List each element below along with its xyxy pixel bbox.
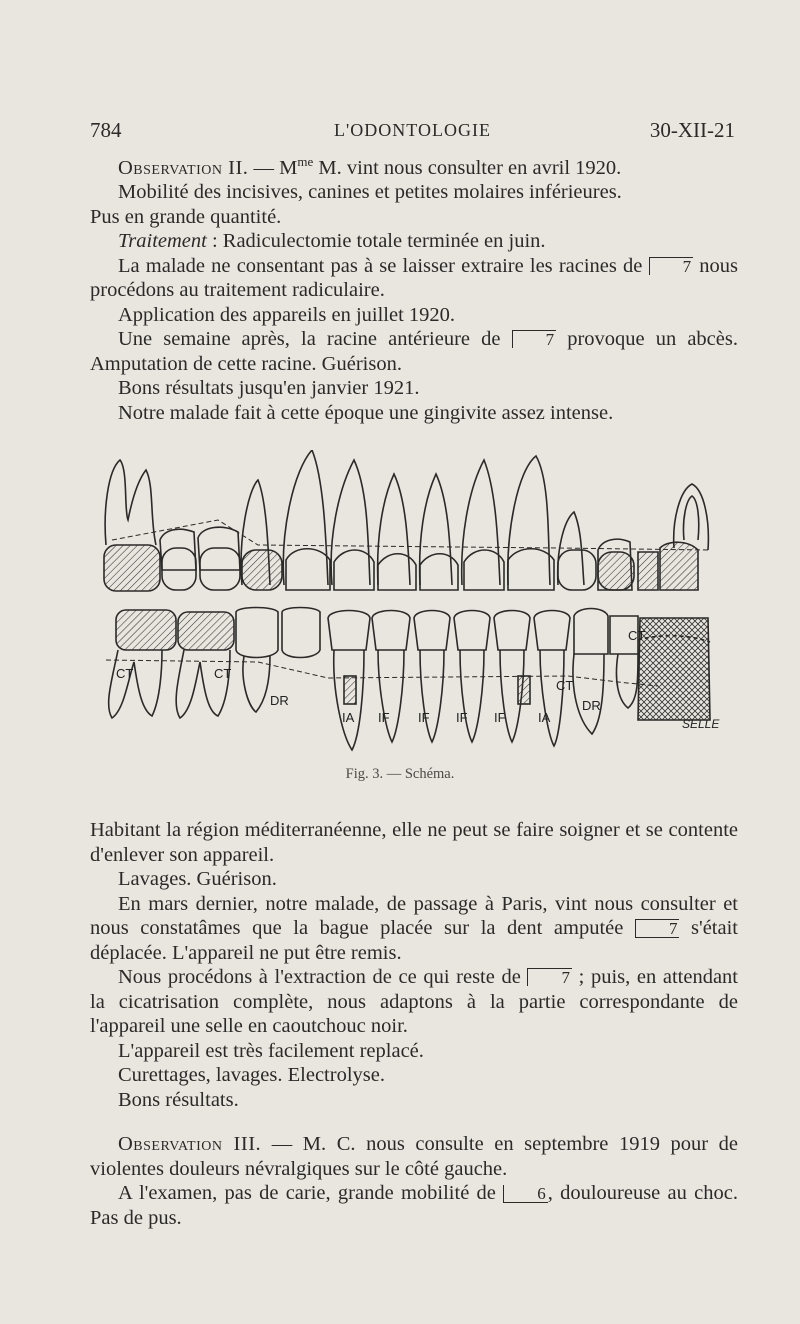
label-selle: SELLE — [682, 717, 720, 731]
label-if: IF — [378, 710, 390, 725]
observation-label: Observation II. — [118, 156, 249, 179]
paragraph: Pus en grande quantité. — [90, 205, 282, 228]
observation-label: Observation III. — [118, 1133, 262, 1155]
running-header — [90, 118, 735, 146]
paragraph: A l'examen, pas de carie, grande mobilité de 6, douloureuse au choc. Pas de pus. — [90, 1182, 739, 1229]
observation-ii-text — [90, 150, 738, 425]
paragraph: La malade ne consentant pas à se laisser extraire les racines de 7 nous procédons au traitement radiculaire. — [90, 254, 738, 302]
paragraph: Notre malade fait à cette époque une gingivite assez intense. — [118, 401, 614, 424]
dental-notation: 6 — [503, 1185, 548, 1203]
label-dr: DR — [270, 693, 289, 708]
label-ia: IA — [538, 710, 551, 725]
dental-notation: 7 — [527, 968, 572, 986]
observation-ii-heading: Observation II. — $M^{me}$ M. vint nous consulter en avril 1920. — [118, 154, 622, 179]
running-title: L'ODONTOLOGIE — [334, 120, 491, 140]
paragraph: Nous procédons à l'extraction de ce qui reste de 7 ; puis, en attendant la cicatrisation complète, nous adaptons à la partie correspondante de l'appareil une selle en caoutchouc noir. — [90, 966, 738, 1037]
paragraph: Mobilité des incisives, canines et petites molaires inférieures. — [118, 181, 622, 204]
label-ct: CT — [556, 678, 574, 693]
figure-caption: Fig. 3. — Schéma. — [345, 766, 455, 782]
label-if: IF — [456, 710, 468, 725]
paragraph: Lavages. Guérison. — [118, 868, 277, 890]
paragraph: Curettages, lavages. Electrolyse. — [118, 1064, 385, 1086]
label-if: IF — [418, 710, 430, 725]
paragraph: Une semaine après, la racine antérieure de 7 provoque un abcès. Amputation de cette racine. Guérison. — [90, 328, 738, 375]
label-if: IF — [494, 710, 506, 725]
paragraph: L'appareil est très facilement replacé. — [118, 1039, 424, 1062]
paragraph: Application des appareils en juillet 1920. — [118, 303, 456, 326]
paragraph: Bons résultats. — [118, 1088, 239, 1111]
dental-schema-figure — [98, 450, 738, 760]
paragraph: Habitant la région méditerranéenne, elle ne peut se faire soigner et se contente d'enlever son appareil. — [90, 819, 738, 866]
dental-notation: 7 — [649, 257, 694, 275]
continuation-text — [90, 818, 738, 1112]
paragraph: Traitement : Radiculectomie totale terminée en juin. — [118, 230, 546, 253]
label-ct: CT — [116, 666, 134, 681]
observation-iii-heading: Observation III. — M. C. nous consulte en septembre 1919 pour de violentes douleurs névralgiques sur le côté gauche. — [90, 1133, 738, 1180]
label-ct: CT — [628, 628, 646, 643]
issue-date: 30-XII-21 — [649, 118, 735, 142]
dental-notation: 7 — [512, 330, 557, 348]
label-ia: IA — [342, 710, 355, 725]
label-dr: DR — [582, 698, 601, 713]
upper-arch — [104, 450, 708, 591]
observation-iii-text — [90, 1132, 738, 1230]
label-ct: CT — [214, 666, 232, 681]
paragraph: Bons résultats jusqu'en janvier 1921. — [118, 377, 420, 400]
lower-arch — [106, 608, 710, 751]
dental-notation: 7 — [635, 919, 680, 938]
page-number: 784 — [90, 118, 122, 142]
paragraph: En mars dernier, notre malade, de passage à Paris, vint nous consulter et nous constatâmes que la bague placée sur la dent amputée 7 s'était déplacée. L'appareil ne put être remis. — [90, 892, 738, 964]
